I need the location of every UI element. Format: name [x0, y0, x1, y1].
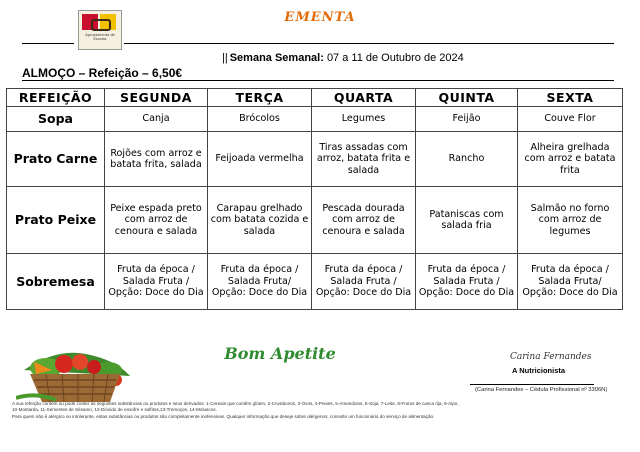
- table-row-sopa: [7, 107, 623, 132]
- allergen-note: 10-Mostarda, 11-Sementes de Sésamo, 12-Dióxido de enxofre e sulfitos,13-Tremoços, 14-Moluscos.: [12, 407, 217, 413]
- week-info: || Semana Semanal: 07 a 11 de Outubro de 2024: [222, 52, 464, 64]
- subheader-rule: [22, 80, 614, 81]
- menu-cell: Fruta da época / Salada Fruta/ Opção: Doce do Dia: [208, 254, 312, 310]
- menu-cell: Feijoada vermelha: [208, 132, 312, 187]
- menu-cell: Rancho: [416, 132, 518, 187]
- allergen-note: Para quem não é alérgico ou intolerante, estas substâncias ou produtos são completamente inofensivas. Qualquer informação que deseje sobre alérgenos, consulte um funcionário do serviço de alimentação.: [12, 413, 435, 419]
- menu-cell: Canja: [105, 107, 208, 132]
- table-row-sobremesa: [7, 254, 623, 310]
- menu-cell: Rojões com arroz e batata frita, salada: [105, 132, 208, 187]
- allergen-note: A sua refeição contém ou pode conter as seguintes substâncias ou produtos e seus derivados: 1-Cereais que contêm glúten, 2-Crustáceos, 3-Ovos, 4-Peixes, 5-Amendoins, 6-Soja, 7-Leite, 8-Frutos de casca rija, 9-Aipo,: [12, 401, 459, 406]
- signature-rule: [470, 384, 594, 385]
- meal-price-text: ALMOÇO – Refeição – 6,50€: [22, 66, 183, 80]
- menu-cell: Fruta da época / Salada Fruta / Opção: Doce do Dia: [312, 254, 416, 310]
- menu-cell: Alheira grelhada com arroz e batata frita: [518, 132, 623, 187]
- menu-cell: Salmão no forno com arroz de legumes: [518, 187, 623, 254]
- table-header-row: [7, 89, 623, 107]
- day-header: TERÇA: [208, 89, 312, 107]
- bom-apetite-heading: Bom Apetite: [224, 344, 336, 363]
- menu-cell: Legumes: [312, 107, 416, 132]
- day-header: SEGUNDA: [105, 89, 208, 107]
- row-label: Prato Carne: [7, 132, 105, 187]
- row-label: Sobremesa: [7, 254, 105, 310]
- menu-cell: Couve Flor: [518, 107, 623, 132]
- menu-cell: Fruta da época / Salada Fruta/ Opção: Doce do Dia: [518, 254, 623, 310]
- logo-text: Agrupamento de Escolas: [85, 33, 115, 41]
- menu-table: [6, 88, 623, 310]
- menu-cell: Tiras assadas com arroz, batata frita e salada: [312, 132, 416, 187]
- allergen-notes: [12, 401, 632, 420]
- week-label: Semana Semanal:: [229, 52, 324, 64]
- menu-cell: Brócolos: [208, 107, 312, 132]
- week-dates: 07 a 11 de Outubro de 2024: [326, 52, 464, 64]
- menu-cell: Pescada dourada com arroz de cenoura e salada: [312, 187, 416, 254]
- menu-cell: Fruta da época / Salada Fruta / Opção: Doce do Dia: [416, 254, 518, 310]
- row-label: Sopa: [7, 107, 105, 132]
- meal-price: [22, 66, 182, 81]
- menu-cell: Peixe espada preto com arroz de cenoura e salada: [105, 187, 208, 254]
- day-header: QUARTA: [312, 89, 416, 107]
- header-corner: REFEIÇÃO: [7, 89, 105, 107]
- header-rule-right: [124, 43, 614, 44]
- day-header: SEXTA: [518, 89, 623, 107]
- row-label: Prato Peixe: [7, 187, 105, 254]
- table-row-carne: [7, 132, 623, 187]
- table-row-peixe: [7, 187, 623, 254]
- professional-id: (Carina Fernandes – Cédula Profissional nº 3306N): [475, 387, 608, 393]
- day-header: QUINTA: [416, 89, 518, 107]
- vegetable-basket-image: [16, 340, 134, 404]
- school-logo: [78, 10, 122, 50]
- nutritionist-signature: Carina Fernandes: [510, 352, 592, 362]
- menu-cell: Feijão: [416, 107, 518, 132]
- header-rule-left: [22, 43, 74, 44]
- nutritionist-title: A Nutricionista: [512, 366, 566, 375]
- menu-cell: Fruta da época / Salada Fruta / Opção: Doce do Dia: [105, 254, 208, 310]
- page-title: EMENTA: [284, 10, 356, 25]
- menu-cell: Pataniscas com salada fria: [416, 187, 518, 254]
- menu-cell: Carapau grelhado com batata cozida e salada: [208, 187, 312, 254]
